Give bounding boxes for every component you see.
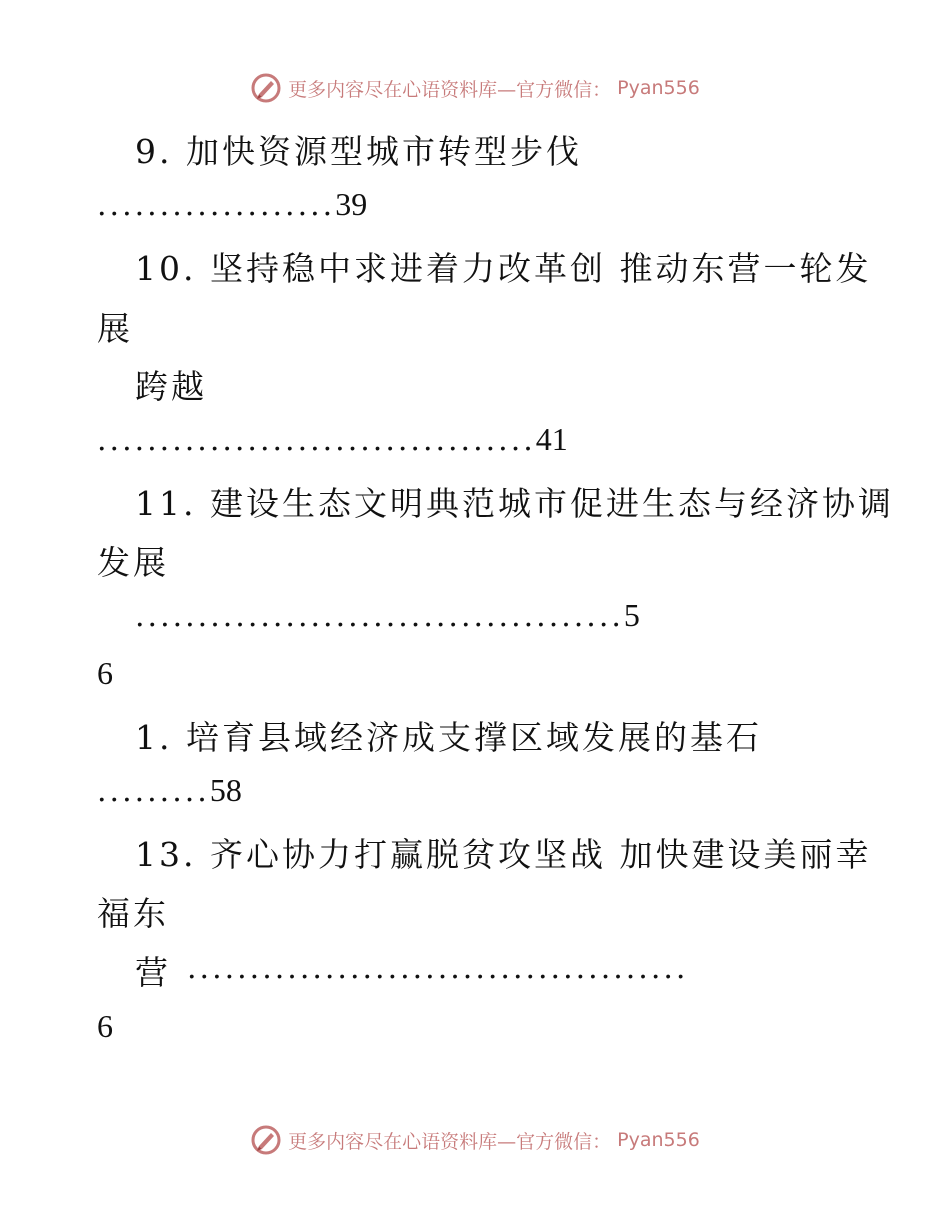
toc-item-13-page-line [97, 1008, 113, 1045]
toc-item-11-title-line2: 发展 [97, 543, 169, 582]
toc-item-10-leader [97, 421, 568, 458]
toc-item-12-leader [97, 772, 242, 809]
pen-logo-icon [250, 1124, 282, 1156]
toc-item-9-leader [97, 186, 367, 223]
toc-item-11-title-line1: 11. 建设生态文明典范城市促进生态与经济协调 [135, 484, 894, 523]
toc-item-11-page-continued [97, 655, 113, 692]
toc-item-10-title-line1: 10. 坚持稳中求进着力改革创 推动东营一轮发 [135, 249, 872, 288]
toc-item-12-page: 58 [209, 772, 242, 808]
toc-item-9-dots: ................... [97, 188, 336, 223]
footer-banner [0, 1124, 950, 1156]
pen-logo-icon [250, 72, 282, 104]
toc-item-13-page: 6 [97, 1008, 113, 1044]
toc-item-11-page-part1: 5 [623, 597, 640, 633]
toc-item-13-title-line1: 13. 齐心协力打赢脱贫攻坚战 加快建设美丽幸 [135, 835, 872, 874]
banner-text: 更多内容尽在心语资料库—官方微信： [288, 1130, 612, 1153]
toc-item-11-page-part2: 6 [97, 655, 113, 691]
toc-item-13-title-line2: 福东 [97, 894, 169, 933]
toc-item-12-dots: ......... [97, 774, 210, 809]
toc-item-13-leader [187, 951, 688, 986]
toc-item-13-title-line3: 营 [135, 953, 171, 992]
toc-item-9-page: 39 [335, 186, 368, 222]
toc-item-9-title: 9. 加快资源型城市转型步伐 [135, 132, 582, 171]
toc-item-11-leader [135, 597, 640, 634]
banner-wechat-id: Pyan556 [617, 1129, 700, 1151]
toc-item-10-page: 41 [535, 421, 568, 457]
toc-item-10-title-line3: 跨越 [135, 367, 207, 406]
banner-wechat-id: Pyan556 [617, 77, 700, 99]
header-banner [0, 72, 950, 104]
toc-item-11-dots: ....................................... [135, 599, 624, 634]
toc-item-10-dots: ................................... [97, 423, 536, 458]
toc-item-13-dots: ........................................ [187, 951, 689, 986]
banner-text: 更多内容尽在心语资料库—官方微信： [288, 78, 612, 101]
toc-item-12-title: 1. 培育县域经济成支撑区域发展的基石 [135, 718, 762, 757]
toc-item-10-title-line2: 展 [97, 309, 133, 348]
